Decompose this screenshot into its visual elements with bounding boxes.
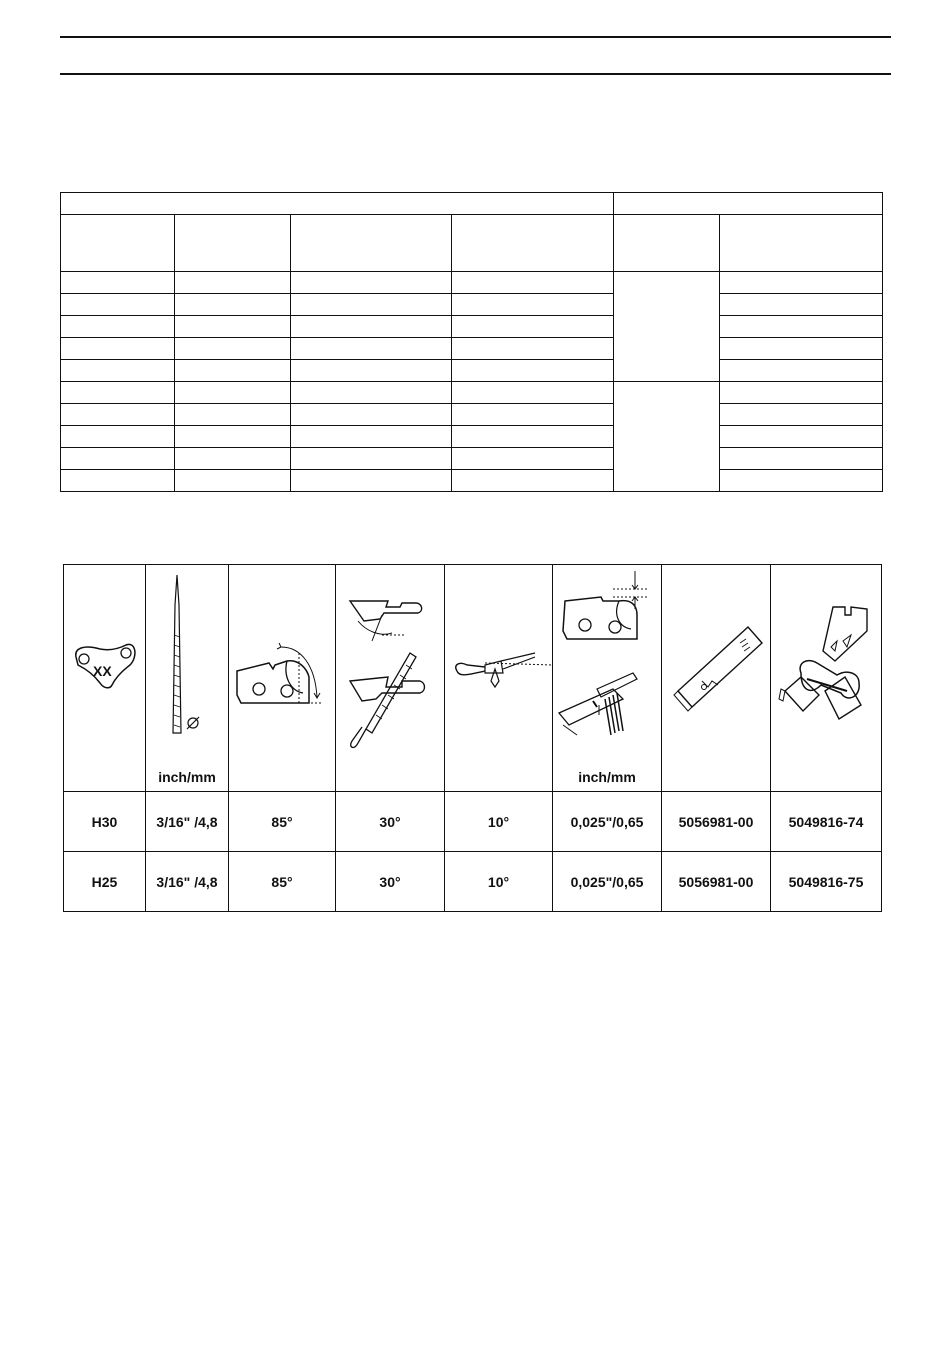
table-row [61,338,883,360]
file-gauge-tool-icon [771,565,882,791]
file-diameter-icon [146,565,229,791]
table-row [64,792,882,852]
table-subheader-cell [291,215,452,272]
top-plate-angle-cell: 85° [229,792,336,852]
depth-tool-cell: 5056981-00 [662,852,771,912]
combination-table [60,192,883,492]
icon-cell-depth-gauge-setting [553,565,662,792]
table-row [61,470,883,492]
chain-type-label: XX [93,663,112,679]
filing-angle-cell: 30° [336,792,445,852]
icon-cell-file-holder-angle [445,565,553,792]
file-diameter-cell: 3/16" /4,8 [146,792,229,852]
table-row [64,852,882,912]
table-subheader-cell [720,215,883,272]
chain-type-cell: H25 [64,852,146,912]
chain-type-cell: H30 [64,792,146,852]
top-plate-angle-icon [229,565,336,791]
table-subheader-cell [175,215,291,272]
filing-angle-cell: 30° [336,852,445,912]
table-subheader-cell [61,215,175,272]
icon-cell-chain-type [64,565,146,792]
icon-cell-filing-angle [336,565,445,792]
table-header-cell [614,193,883,215]
table-subheader-row [61,215,883,272]
header-rule-top [60,36,891,38]
depth-tool-cell: 5056981-00 [662,792,771,852]
depth-gauge-setting-icon [553,565,662,791]
table-merged-cell [614,382,720,492]
file-diameter-unit: inch/mm [158,769,216,785]
header-rule-bottom [60,73,891,75]
icon-cell-depth-gauge-tool [662,565,771,792]
filing-angle-icon [336,565,445,791]
table-row [61,426,883,448]
table-row [61,448,883,470]
table-row [61,272,883,294]
chain-type-icon [64,565,146,791]
file-holder-angle-icon [445,565,553,791]
table-row [61,404,883,426]
table-header-cell [61,193,614,215]
depth-gauge-unit: inch/mm [578,769,636,785]
icon-cell-file-gauge-tool [771,565,882,792]
table-subheader-cell [614,215,720,272]
table-row [61,382,883,404]
icon-header-row [64,565,882,792]
depth-gauge-tool-icon [662,565,771,791]
table-merged-cell [614,272,720,382]
icon-cell-top-plate-angle [229,565,336,792]
table-row [61,360,883,382]
file-gauge-cell: 5049816-75 [771,852,882,912]
table-header-row [61,193,883,215]
table-row [61,294,883,316]
top-plate-angle-cell: 85° [229,852,336,912]
sharpening-spec-table [63,564,882,912]
depth-gauge-cell: 0,025"/0,65 [553,852,662,912]
depth-gauge-cell: 0,025"/0,65 [553,792,662,852]
icon-cell-file-diameter [146,565,229,792]
file-gauge-cell: 5049816-74 [771,792,882,852]
table-row [61,316,883,338]
table-subheader-cell [452,215,614,272]
holder-angle-cell: 10° [445,852,553,912]
holder-angle-cell: 10° [445,792,553,852]
file-diameter-cell: 3/16" /4,8 [146,852,229,912]
